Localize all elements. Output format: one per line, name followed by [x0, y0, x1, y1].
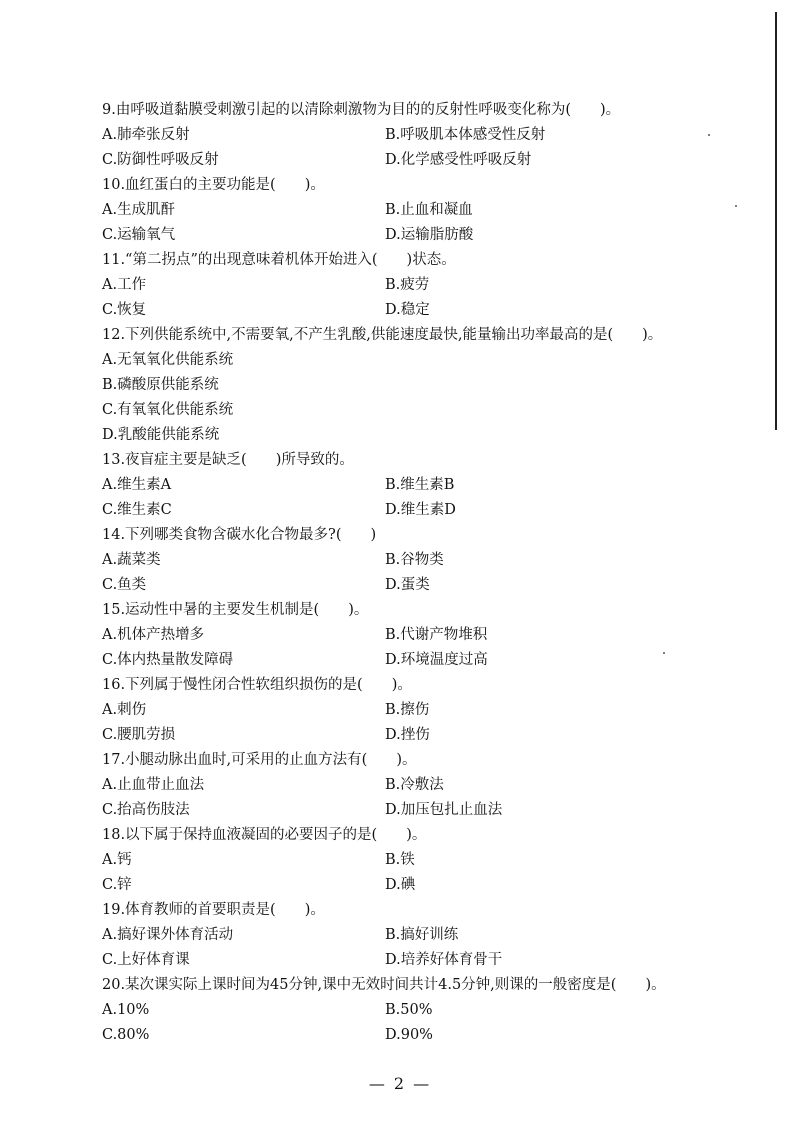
option-c: C.锌 — [102, 877, 132, 893]
page-number: — 2 — — [368, 1074, 432, 1093]
option-c: C.防御性呼吸反射 — [102, 152, 219, 168]
option-row — [102, 498, 752, 523]
question-block — [102, 248, 752, 323]
option-c: C.鱼类 — [102, 577, 147, 593]
question-block — [102, 898, 752, 973]
option-a: A.肺牵张反射 — [102, 127, 190, 143]
option-row — [102, 473, 752, 498]
option-a: A.搞好课外体育活动 — [102, 927, 234, 943]
question-stem: 17.小腿动脉出血时,可采用的止血方法有( )。 — [102, 752, 417, 768]
option-c: C.运输氧气 — [102, 227, 176, 243]
option-d: D.培养好体育骨干 — [385, 952, 503, 968]
question-block — [102, 98, 752, 173]
question-block — [102, 823, 752, 898]
question-stem: 18.以下属于保持血液凝固的必要因子的是( )。 — [102, 827, 427, 843]
question-stem: 10.血红蛋白的主要功能是( )。 — [102, 177, 325, 193]
question-stem: 13.夜盲症主要是缺乏( )所导致的。 — [102, 452, 354, 468]
option-b: B.谷物类 — [385, 552, 444, 568]
option-row — [102, 298, 752, 323]
option-row — [102, 923, 752, 948]
option-a: A.蔬菜类 — [102, 552, 161, 568]
question-stem: 16.下列属于慢性闭合性软组织损伤的是( )。 — [102, 677, 412, 693]
question-block — [102, 323, 752, 448]
option-row — [102, 648, 752, 673]
question-block — [102, 173, 752, 248]
question-stem: 14.下列哪类食物含碳水化合物最多?( ) — [102, 527, 377, 543]
question-block — [102, 523, 752, 598]
option-a: A.刺伤 — [102, 702, 147, 718]
question-stem: 12.下列供能系统中,不需要氧,不产生乳酸,供能速度最快,能量输出功率最高的是( )。 — [102, 327, 663, 343]
option-d: D.环境温度过高 — [385, 652, 488, 668]
question-stem: 19.体育教师的首要职责是( )。 — [102, 902, 325, 918]
question-block — [102, 448, 752, 523]
option-b: B.铁 — [385, 852, 415, 868]
question-stem: 9.由呼吸道黏膜受刺激引起的以清除刺激物为目的的反射性呼吸变化称为( )。 — [102, 102, 621, 118]
option-b: B.搞好训练 — [385, 927, 459, 943]
option-a: A.钙 — [102, 852, 132, 868]
option-b: B.止血和凝血 — [385, 202, 473, 218]
option-row — [102, 273, 752, 298]
option-row — [102, 698, 752, 723]
option-row — [102, 998, 752, 1023]
option-d: D.运输脂肪酸 — [385, 227, 474, 243]
option-c: C.抬高伤肢法 — [102, 802, 190, 818]
option-a: A.维生素A — [102, 477, 172, 493]
option-row — [102, 873, 752, 898]
option-b: B.磷酸原供能系统 — [102, 377, 219, 393]
option-b: B.疲劳 — [385, 277, 430, 293]
question-block — [102, 748, 752, 823]
option-c: C.有氧氧化供能系统 — [102, 402, 234, 418]
option-d: D.挫伤 — [385, 727, 430, 743]
option-d: D.化学感受性呼吸反射 — [385, 152, 532, 168]
option-row — [102, 548, 752, 573]
option-row — [102, 773, 752, 798]
question-block — [102, 673, 752, 748]
question-block — [102, 973, 752, 1048]
option-a: A.10% — [102, 1002, 150, 1018]
option-b: B.擦伤 — [385, 702, 430, 718]
question-stem: 11.“第二拐点”的出现意味着机体开始进入( )状态。 — [102, 252, 456, 268]
option-d: D.碘 — [385, 877, 416, 893]
option-row — [102, 1023, 752, 1048]
option-a: A.工作 — [102, 277, 147, 293]
option-d: D.蛋类 — [385, 577, 430, 593]
option-c: C.体内热量散发障碍 — [102, 652, 234, 668]
option-row — [102, 573, 752, 598]
option-c: C.恢复 — [102, 302, 147, 318]
scan-edge-line — [775, 12, 777, 430]
option-a: A.机体产热增多 — [102, 627, 205, 643]
option-c: C.腰肌劳损 — [102, 727, 176, 743]
question-stem: 20.某次课实际上课时间为45分钟,课中无效时间共计4.5分钟,则课的一般密度是( )。 — [102, 977, 666, 993]
option-row — [102, 948, 752, 973]
option-row — [102, 123, 752, 148]
option-row — [102, 723, 752, 748]
option-row — [102, 148, 752, 173]
option-c: C.维生素C — [102, 502, 172, 518]
question-stem: 15.运动性中暑的主要发生机制是( )。 — [102, 602, 369, 618]
option-b: B.代谢产物堆积 — [385, 627, 488, 643]
option-b: B.维生素B — [385, 477, 455, 493]
option-row — [102, 198, 752, 223]
option-b: B.冷敷法 — [385, 777, 444, 793]
option-d: D.乳酸能供能系统 — [102, 427, 220, 443]
option-d: D.稳定 — [385, 302, 430, 318]
option-a: A.无氧氧化供能系统 — [102, 352, 234, 368]
option-b: B.呼吸肌本体感受性反射 — [385, 127, 546, 143]
option-a: A.生成肌酐 — [102, 202, 176, 218]
option-d: D.90% — [385, 1027, 433, 1043]
option-row — [102, 798, 752, 823]
option-b: B.50% — [385, 1002, 433, 1018]
option-d: D.维生素D — [385, 502, 456, 518]
option-row — [102, 223, 752, 248]
question-block — [102, 598, 752, 673]
option-d: D.加压包扎止血法 — [385, 802, 503, 818]
option-c: C.上好体育课 — [102, 952, 190, 968]
option-c: C.80% — [102, 1027, 150, 1043]
option-row — [102, 848, 752, 873]
question-list — [102, 98, 752, 1048]
option-row — [102, 623, 752, 648]
option-a: A.止血带止血法 — [102, 777, 205, 793]
